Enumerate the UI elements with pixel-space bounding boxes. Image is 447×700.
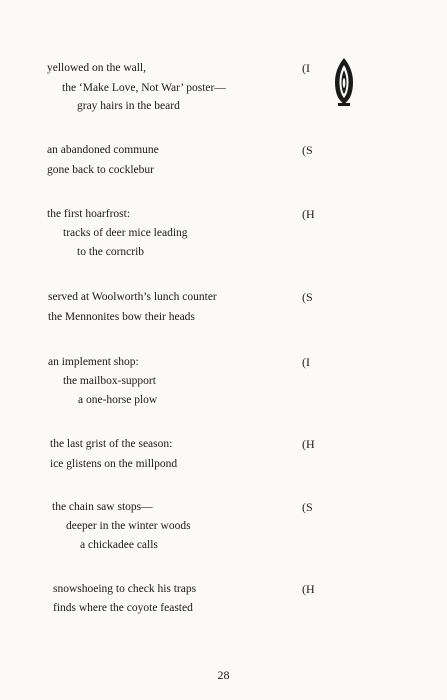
page-number: 28 xyxy=(217,668,230,682)
haiku-4-line-2: the Mennonites bow their heads xyxy=(48,311,195,323)
haiku-8-line-2: finds where the coyote feasted xyxy=(53,602,193,614)
haiku-7-author-tag: (S xyxy=(302,500,313,514)
haiku-1-line-3: gray hairs in the beard xyxy=(77,100,180,112)
haiku-3-line-3: to the corncrib xyxy=(77,246,145,258)
haiku-5-author-tag: (I xyxy=(302,355,310,369)
vase-ornament-icon xyxy=(333,57,355,107)
haiku-2-line-1: an abandoned commune xyxy=(47,144,159,156)
haiku-7-line-3: a chickadee calls xyxy=(80,539,158,551)
haiku-4-line-1: served at Woolworth’s lunch counter xyxy=(48,291,217,303)
haiku-2-author-tag: (S xyxy=(302,143,313,157)
haiku-5-line-3: a one-horse plow xyxy=(78,394,158,406)
haiku-5-line-1: an implement shop: xyxy=(48,356,139,368)
haiku-3-line-2: tracks of deer mice leading xyxy=(63,227,188,239)
haiku-7-line-2: deeper in the winter woods xyxy=(66,520,191,532)
haiku-3-line-1: the first hoarfrost: xyxy=(47,208,131,220)
haiku-4-author-tag: (S xyxy=(302,290,313,304)
haiku-6-line-1: the last grist of the season: xyxy=(50,438,173,450)
haiku-6-line-2: ice glistens on the millpond xyxy=(50,458,178,470)
haiku-1-author-tag: (I xyxy=(302,61,310,75)
haiku-7-line-1: the chain saw stops— xyxy=(52,501,153,513)
haiku-2-line-2: gone back to cocklebur xyxy=(47,164,154,176)
haiku-8-line-1: snowshoeing to check his traps xyxy=(53,583,197,595)
haiku-3-author-tag: (H xyxy=(302,207,315,221)
haiku-6-author-tag: (H xyxy=(302,437,315,451)
haiku-1-line-2: the ‘Make Love, Not War’ poster— xyxy=(62,82,226,94)
haiku-5-line-2: the mailbox-support xyxy=(63,375,156,387)
haiku-1-line-1: yellowed on the wall, xyxy=(47,62,147,74)
haiku-8-author-tag: (H xyxy=(302,582,315,596)
